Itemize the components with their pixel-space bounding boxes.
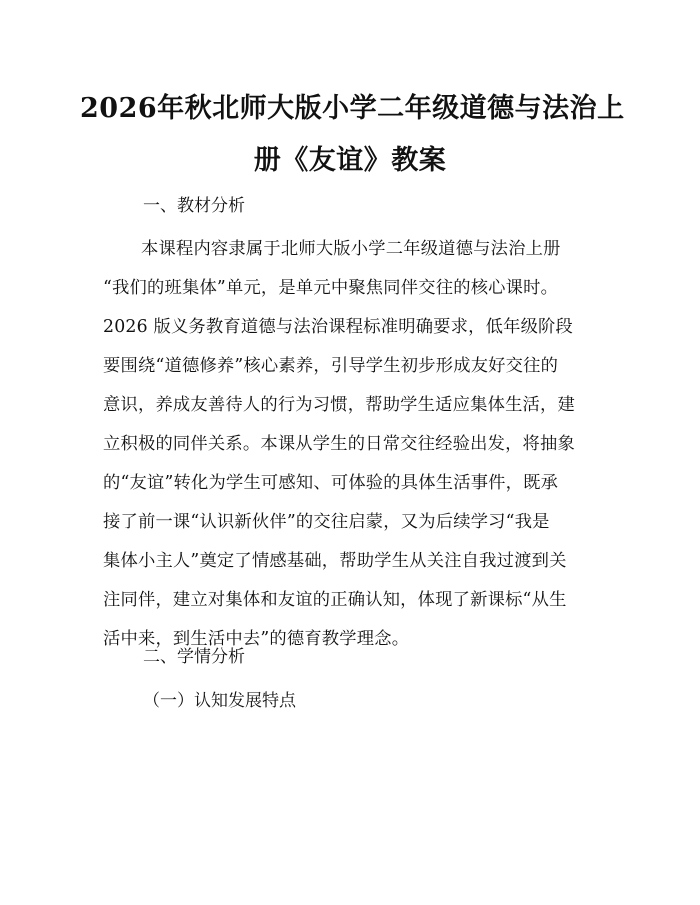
paragraph-line: 本课程内容隶属于北师大版小学二年级道德与法治上册: [141, 239, 561, 259]
document-title-line-2: 册《友谊》教案: [253, 145, 447, 176]
document-title-line-1: 2026年秋北师大版小学二年级道德与法治上: [80, 93, 625, 124]
paragraph-line: 意识，养成友善待人的行为习惯，帮助学生适应集体生活，建: [103, 395, 575, 415]
paragraph-line: 2026 版义务教育道德与法治课程标准明确要求，低年级阶段: [103, 317, 574, 337]
paragraph-line: 集体小主人”奠定了情感基础，帮助学生从关注自我过渡到关: [103, 551, 567, 571]
paragraph-line: 立积极的同伴关系。本课从学生的日常交往经验出发，将抽象: [103, 434, 575, 454]
paragraph-line: 活中来，到生活中去”的德育教学理念。: [103, 629, 410, 649]
paragraph-line: “我们的班集体”单元，是单元中聚焦同伴交往的核心课时。: [103, 278, 559, 298]
paragraph-line: 要围绕“道德修养”核心素养，引导学生初步形成友好交往的: [103, 356, 559, 376]
paragraph-line: 的“友谊”转化为学生可感知、可体验的具体生活事件，既承: [103, 473, 559, 493]
section-heading-learner-analysis: 二、学情分析: [143, 647, 245, 667]
subsection-heading-cognitive-traits: （一）认知发展特点: [143, 691, 296, 711]
paragraph-line: 注同伴，建立对集体和友谊的正确认知，体现了新课标“从生: [103, 590, 567, 610]
section-heading-textbook-analysis: 一、教材分析: [143, 196, 245, 216]
paragraph-line: 接了前一课“认识新伙伴”的交往启蒙，又为后续学习“我是: [103, 512, 550, 532]
